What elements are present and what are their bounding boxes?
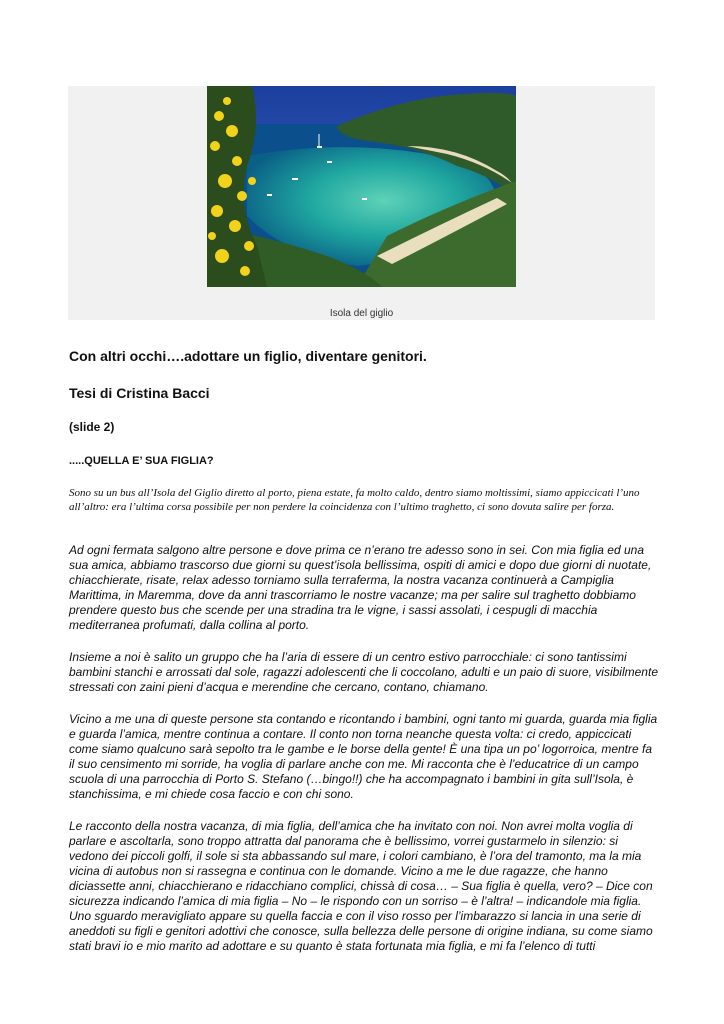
document-subtitle: Tesi di Cristina Bacci bbox=[69, 385, 210, 401]
body-paragraph: Le racconto della nostra vacanza, di mia figlia, dell’amica che ha invitato con noi. Non avrei molta voglia di parlare e ascoltarla, sono troppo attratta dal panorama che è bellissimo, vorrei gustarmelo in silenzio: si vedono dei piccoli golfi, il sole si sta abbassando sul mare, i colori cambiano, è l’ora del tramonto, ma la mia vicina di autobus non si rassegna e continua con le domande. Vicino a me le due ragazze, che hanno diciassette anni, chiacchierano e ridacchiano complici, chissà di cosa… – Sua figlia è quella, vero? – Dice con sicurezza indicando l’amica di mia figlia – No – le rispondo con un sorriso – è l’altra! – indicandole mia figlia. Uno sguardo meravigliato appare su quella faccia e con il viso rosso per l’imbarazzo si lancia in una serie di aneddoti su figli e genitori adottivi che conosce, sulla bellezza delle persone di origine indiana, su come siamo stati bravi io e mio marito ad adottare e su quanto è stata fortunata mia figlia, e mi fa l’elenco di tutti bbox=[69, 819, 653, 953]
slide-label: (slide 2) bbox=[69, 420, 115, 434]
island-bay-photo bbox=[207, 86, 516, 287]
body-paragraph: Vicino a me una di queste persone sta contando e ricontando i bambini, ogni tanto mi guarda, guarda mia figlia e guarda l’amica, mentre continua a contare. Il conto non torna neanche questa volta: ci credo, appiccicati come siamo qualcuno sarà sepolto tra le gambe e le borse della gente! È una tipa un po’ logorroica, mentre fa il suo censimento mi sorride, ha voglia di parlare anche con me. Mi racconta che è l’educatrice di un campo scuola di una parrocchia di Porto S. Stefano (…bingo!!) che ha accompagnato i bambini in gita sull’Isola, è stanchissima, e mi chiede cosa faccio e con chi sono. bbox=[69, 712, 658, 801]
figure-caption: Isola del giglio bbox=[329, 308, 394, 319]
intro-paragraph: Sono su un bus all’Isola del Giglio diretto al porto, piena estate, fa molto caldo, dentro siamo moltissimi, siamo appiccicati l’uno all’altro: era l’ultima corsa possibile per non perdere la coincidenza con l’ultimo traghetto, ci sono dovuta salire per forza. bbox=[69, 487, 640, 513]
document-title: Con altri occhi….adottare un figlio, diventare genitori. bbox=[69, 348, 427, 364]
body-paragraph: Insieme a noi è salito un gruppo che ha l’aria di essere di un centro estivo parrocchiale: ci sono tantissimi bambini stanchi e arrossati dal sole, ragazzi adolescenti che li coccolano, adulti e un paio di suore, visibilmente stressati con zaini pieni d’acqua e merendine che cercano, contano, chiamano. bbox=[69, 650, 658, 694]
figure-container bbox=[68, 86, 655, 320]
section-heading: .....QUELLA E’ SUA FIGLIA? bbox=[69, 455, 214, 467]
body-paragraph: Ad ogni fermata salgono altre persone e dove prima ce n’erano tre adesso sono in sei. Con mia figlia ed una sua amica, abbiamo trascorso due giorni su quest’isola bellissima, ospiti di amici e dopo due giorni di nuotate, chiacchierate, risate, relax adesso torniamo sulla terraferma, la nostra vacanza continuerà a Campiglia Marittima, in Maremma, dove da anni trascorriamo le nostre vacanze; ma per salire sul traghetto dobbiamo prendere questo bus che scende per una stradina tra le vigne, i sassi assolati, i cespugli di macchia mediterranea profumati, dalla collina al porto. bbox=[69, 543, 652, 632]
